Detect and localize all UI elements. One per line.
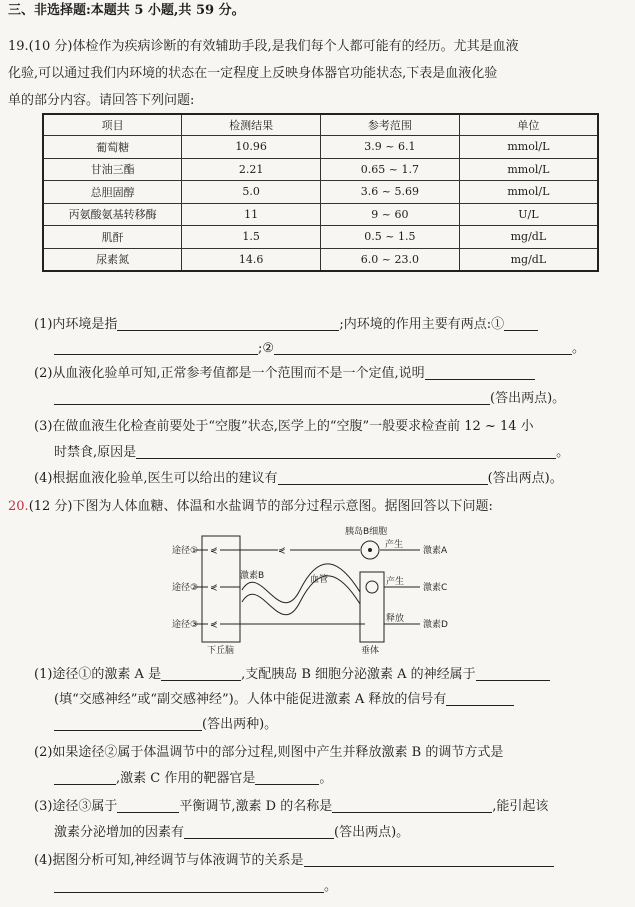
q19-sub2-text: (答出两点)。	[490, 391, 566, 406]
path2-label: 途径②	[172, 583, 199, 593]
q20-sub4-text: (4)据图分析可知,神经调节与体液调节的关系是	[34, 853, 304, 868]
path1-label: 途径①	[172, 546, 199, 556]
table-cell: 总胆固醇	[43, 181, 182, 204]
q20-sub2-text: 。	[319, 771, 333, 786]
q19-sub4-text: (4)根据血液化验单,医生可以给出的建议有	[34, 471, 278, 486]
table-header-row	[43, 114, 598, 136]
q20-intro	[8, 498, 627, 516]
answer-blank[interactable]	[446, 691, 514, 706]
table-cell: 肌酐	[43, 226, 182, 249]
neuron-icon: ⋞	[210, 583, 218, 593]
table-cell: mg/dL	[459, 226, 598, 249]
table-cell: 11	[182, 203, 321, 226]
table-cell: 丙氨酸氨基转移酶	[43, 203, 182, 226]
answer-blank[interactable]	[184, 824, 334, 839]
q20-sub1-line2	[54, 691, 627, 709]
table-cell: 5.0	[182, 181, 321, 204]
table-cell: 甘油三酯	[43, 158, 182, 181]
q20-sub1-text: (1)途径①的激素 A 是	[34, 667, 162, 682]
q19-intro-line1: 19.(10 分)体检作为疾病诊断的有效辅助手段,是我们每个人都可能有的经历。尤其是血液	[8, 39, 519, 54]
q19-sub1-text: ;②	[258, 341, 275, 356]
table-cell: 1.5	[182, 226, 321, 249]
hypothalamus-box	[202, 536, 240, 642]
table-row	[43, 181, 598, 204]
release-label: 释放	[386, 614, 405, 624]
regulation-diagram	[150, 520, 480, 660]
q20-sub4-text: 。	[324, 879, 338, 894]
hypothalamus-label: 下丘脑	[207, 646, 235, 656]
hormone-a-label: 激素A	[423, 546, 448, 556]
table-header: 项目	[43, 114, 182, 136]
table-row	[43, 136, 598, 159]
answer-blank[interactable]	[54, 878, 324, 893]
table-cell: 0.5 ~ 1.5	[321, 226, 460, 249]
path3-label: 途径③	[172, 620, 199, 630]
q19-sub1-text: (1)内环境是指	[34, 317, 118, 332]
q19-sub3-text: 。	[556, 445, 570, 460]
answer-blank[interactable]	[425, 365, 535, 380]
q19-sub4-text: (答出两点)。	[487, 471, 563, 486]
answer-blank[interactable]	[117, 798, 179, 813]
pituitary-cell-icon	[366, 581, 378, 593]
q20-intro-text: (12 分)下图为人体血糖、体温和水盐调节的部分过程示意图。据图回答以下问题:	[28, 499, 493, 514]
table-cell: 0.65 ~ 1.7	[321, 158, 460, 181]
q20-sub4-line1	[34, 852, 627, 870]
table-cell: mmol/L	[459, 158, 598, 181]
q20-number: 20.	[8, 499, 29, 514]
answer-blank[interactable]	[117, 316, 339, 331]
q20-sub1-line1	[34, 666, 627, 684]
hormone-d-label: 激素D	[423, 620, 448, 630]
answer-blank[interactable]	[504, 316, 538, 331]
neuron-icon: ⋞	[278, 546, 286, 556]
q19-sub3-text: 时禁食,原因是	[54, 445, 137, 460]
answer-blank[interactable]	[54, 390, 490, 405]
islet-label: 胰岛B细胞	[345, 527, 388, 537]
answer-blank[interactable]	[136, 444, 556, 459]
q20-sub1-line3	[54, 716, 627, 734]
answer-blank[interactable]	[304, 852, 554, 867]
table-cell: 3.6 ~ 5.69	[321, 181, 460, 204]
answer-blank[interactable]	[332, 798, 492, 813]
answer-blank[interactable]	[54, 770, 116, 785]
answer-blank[interactable]	[54, 716, 202, 731]
q19-sub4-line	[34, 470, 627, 488]
q19-intro-line3: 单的部分内容。请回答下列问题:	[8, 93, 195, 108]
produce-label-2: 产生	[386, 577, 405, 587]
table-row	[43, 158, 598, 181]
vessel-label: 血管	[310, 575, 329, 585]
table-cell: 2.21	[182, 158, 321, 181]
answer-blank[interactable]	[255, 770, 319, 785]
neuron-icon: ⋞	[210, 546, 218, 556]
q20-sub2-line1: (2)如果途径②属于体温调节中的部分过程,则图中产生并释放激素 B 的调节方式是	[34, 745, 504, 760]
q20-sub4-line2	[54, 878, 627, 896]
q20-sub3-text: 平衡调节,激素 D 的名称是	[179, 799, 333, 814]
neuron-icon: ⋞	[210, 620, 218, 630]
q20-sub3-text: ,能引起该	[492, 799, 549, 814]
blood-vessel-lower	[242, 576, 360, 615]
produce-label-1: 产生	[385, 540, 404, 550]
q20-sub1-text: (答出两种)。	[202, 717, 278, 732]
q19-sub1-text: ;内环境的作用主要有两点:①	[339, 317, 505, 332]
q19-sub2-line2	[54, 390, 627, 408]
q19-intro-line2: 化验,可以通过我们内环境的状态在一定程度上反映身体器官功能状态,下表是血液化验	[8, 66, 498, 81]
hormone-c-label: 激素C	[423, 583, 448, 593]
q19-sub3-line2	[54, 444, 627, 462]
table-cell: mmol/L	[459, 136, 598, 159]
table-cell: 3.9 ~ 6.1	[321, 136, 460, 159]
section-title: 三、非选择题:本题共 5 小题,共 59 分。	[8, 3, 245, 18]
q19-sub1-line1	[34, 316, 627, 334]
q20-sub3-text: 激素分泌增加的因素有	[54, 825, 185, 840]
table-cell: mg/dL	[459, 248, 598, 271]
q20-sub3-line2	[54, 824, 627, 842]
answer-blank[interactable]	[54, 340, 258, 355]
q19-sub1-text: 。	[572, 341, 586, 356]
islet-nucleus-icon	[368, 548, 372, 552]
table-cell: 尿素氮	[43, 248, 182, 271]
table-row	[43, 203, 598, 226]
pituitary-label: 垂体	[361, 646, 380, 656]
q20-sub2-line2	[54, 770, 627, 788]
pituitary-box	[360, 572, 384, 642]
q19-sub1-line2	[54, 340, 627, 358]
q20-sub3-text: (3)途径③属于	[34, 799, 118, 814]
answer-blank[interactable]	[476, 666, 550, 681]
table-header: 参考范围	[321, 114, 460, 136]
table-row	[43, 248, 598, 271]
q19-sub2-text: (2)从血液化验单可知,正常参考值都是一个范围而不是一个定值,说明	[34, 366, 425, 381]
table-cell: U/L	[459, 203, 598, 226]
table-cell: 14.6	[182, 248, 321, 271]
table-cell: 6.0 ~ 23.0	[321, 248, 460, 271]
q19-sub3-line1: (3)在做血液生化检查前要处于“空腹”状态,医学上的“空腹”一般要求检查前 12 ~ 14 小	[34, 419, 534, 434]
hormone-b-label: 激素B	[240, 571, 265, 581]
answer-blank[interactable]	[274, 340, 572, 355]
q20-sub1-text: ,支配胰岛 B 细胞分泌激素 A 的神经属于	[241, 667, 476, 682]
table-cell: mmol/L	[459, 181, 598, 204]
blood-test-table	[42, 113, 599, 272]
q19-sub2-line1	[34, 365, 627, 383]
table-header: 单位	[459, 114, 598, 136]
q20-sub2-text: ,激素 C 作用的靶器官是	[116, 771, 256, 786]
table-header: 检测结果	[182, 114, 321, 136]
table-cell: 9 ~ 60	[321, 203, 460, 226]
answer-blank[interactable]	[278, 470, 488, 485]
answer-blank[interactable]	[161, 666, 241, 681]
q20-sub1-text: (填“交感神经”或“副交感神经”)。人体中能促进激素 A 释放的信号有	[54, 692, 447, 707]
table-cell: 10.96	[182, 136, 321, 159]
table-row	[43, 226, 598, 249]
q20-sub3-line1	[34, 798, 627, 816]
q20-sub3-text: (答出两点)。	[334, 825, 410, 840]
table-cell: 葡萄糖	[43, 136, 182, 159]
